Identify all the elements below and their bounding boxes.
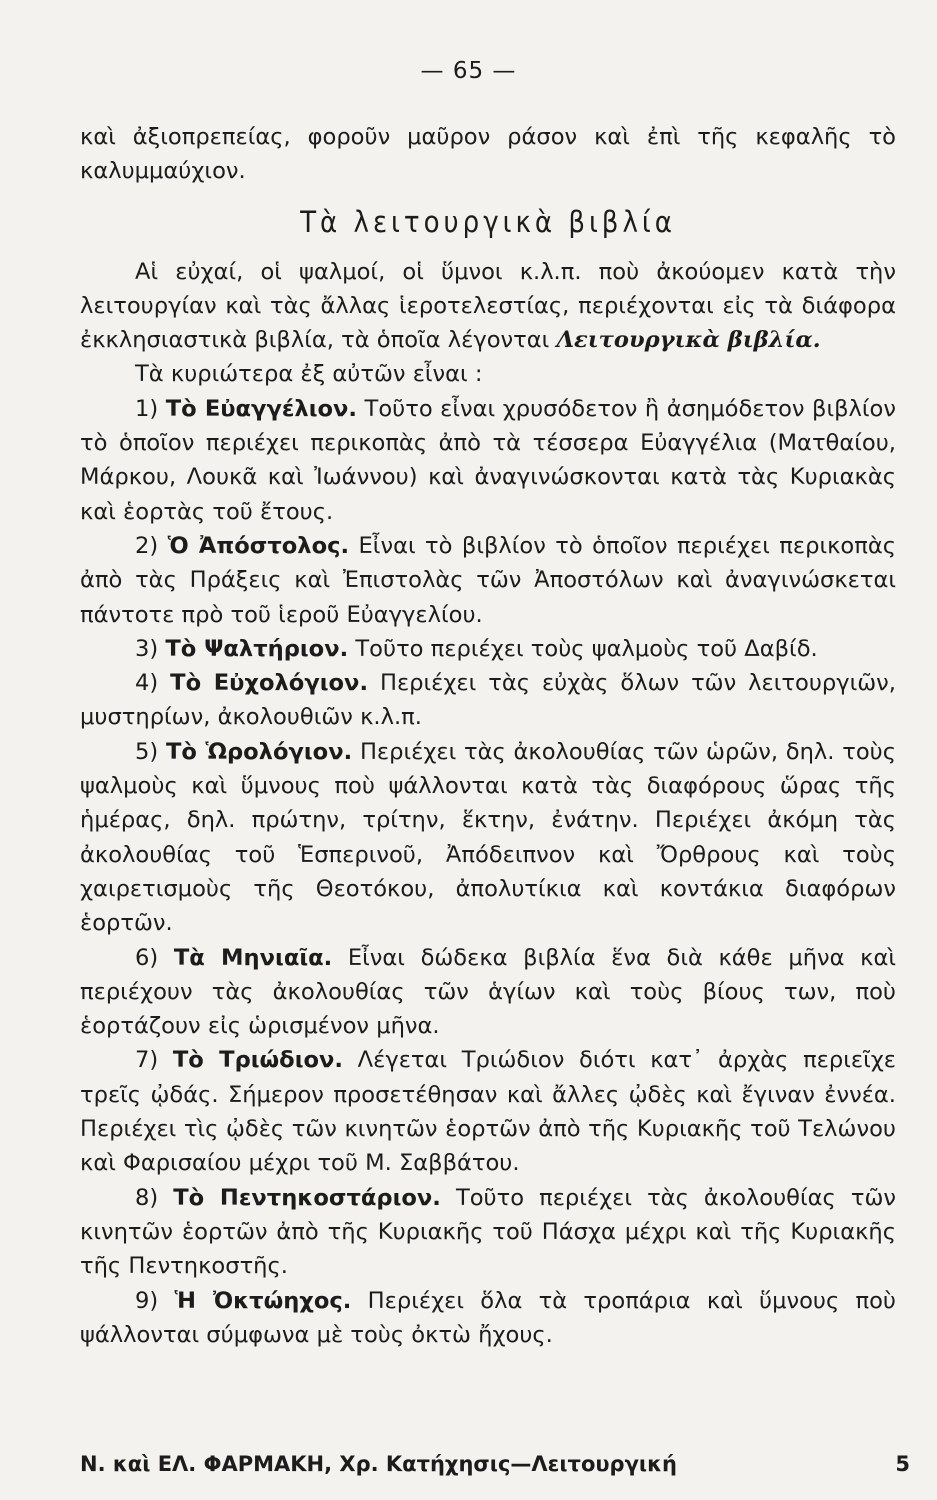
list-item bbox=[80, 666, 896, 735]
item-number: 3) bbox=[135, 635, 159, 662]
item-text: Περιέχει τὰς εὐχὰς ὅλων τῶν λειτουργιῶν, μυστηρίων, ἀκολουθιῶν κ.λ.π. bbox=[80, 670, 896, 731]
paragraph-text: Αἱ εὐχαί, οἱ ψαλμοί, οἱ ὕμνοι κ.λ.π. ποὺ ἀκούομεν κατὰ τὴν λειτουργίαν καὶ τὰς ἄλλας ἱεροτελεστίας, περιέχονται εἰς τὰ διάφορα ἐκκλησιαστικὰ βιβλία, τὰ ὁποῖα λέγονται bbox=[80, 258, 896, 354]
item-number: 7) bbox=[135, 1047, 159, 1074]
item-number: 8) bbox=[135, 1184, 159, 1211]
list-item bbox=[80, 632, 896, 666]
item-text: Εἶναι τὸ βιβλίον τὸ ὁποῖον περιέχει περικοπὰς ἀπὸ τὰς Πράξεις καὶ Ἐπιστολὰς τῶν Ἀποστόλων καὶ ἀναγινώσκεται πάντοτε πρὸ τοῦ ἱεροῦ Εὐαγγελίου. bbox=[80, 532, 896, 628]
list-item bbox=[80, 1043, 896, 1180]
item-number: 1) bbox=[135, 395, 159, 422]
item-term: Ἡ Ὀκτώηχος. bbox=[174, 1287, 352, 1314]
list-item bbox=[80, 1284, 896, 1353]
item-text: Τοῦτο περιέχει τοὺς ψαλμοὺς τοῦ Δαβίδ. bbox=[355, 635, 818, 662]
intro-paragraph: καὶ ἀξιοπρεπείας, φοροῦν μαῦρον ράσον καὶ ἐπὶ τῆς κεφαλῆς τὸ καλυμμαύχιον. bbox=[80, 124, 896, 185]
item-text: Λέγεται Τριώδιον διότι κατ᾽ ἀρχὰς περιεῖχε τρεῖς ᾠδάς. Σήμερον προσετέθησαν καὶ ἄλλες ᾠδὲς καὶ ἔγιναν ἐννέα. Περιέχει τὶς ᾠδὲς τῶν κινητῶν ἑορτῶν ἀπὸ τῆς Κυριακῆς τοῦ Τελώνου καὶ Φαρισαίου μέχρι τοῦ Μ. Σαββάτου. bbox=[80, 1047, 896, 1177]
item-term: Ὁ Ἀπόστολος. bbox=[167, 532, 350, 559]
item-number: 9) bbox=[135, 1287, 159, 1314]
section-heading: Τὰ λειτουργικὰ βιβλία bbox=[300, 204, 676, 239]
item-number: 2) bbox=[135, 532, 159, 559]
footer-author-title: Ν. καὶ ΕΛ. ΦΑΡΜΑΚΗ, Χρ. Κατήχησις—Λειτουργική bbox=[80, 1452, 677, 1476]
list-item bbox=[80, 529, 896, 632]
item-term: Τὸ Εὐαγγέλιον. bbox=[165, 395, 358, 422]
footer-signature-number: 5 bbox=[895, 1452, 910, 1476]
item-text: Τοῦτο περιέχει τὰς ἀκολουθίας τῶν κινητῶν ἑορτῶν ἀπὸ τῆς Κυριακῆς τοῦ Πάσχα μέχρι καὶ τῆς Κυριακῆς τῆς Πεντηκοστῆς. bbox=[80, 1184, 896, 1280]
list-item bbox=[80, 941, 896, 1044]
paragraph-liturgical-books bbox=[80, 255, 896, 358]
item-term: Τὸ Ψαλτήριον. bbox=[165, 635, 349, 662]
item-text: Περιέχει τὰς ἀκολουθίας τῶν ὡρῶν, δηλ. τοὺς ψαλμοὺς καὶ ὕμνους ποὺ ψάλλονται κατὰ τὰς διαφόρους ὥρας τῆς ἡμέρας, δηλ. πρώτην, τρίτην, ἕκτην, ἐνάτην. Περιέχει ἀκόμη τὰς ἀκολουθίας τοῦ Ἑσπερινοῦ, Ἀπόδειπνον καὶ Ὄρθρους καὶ τοὺς χαιρετισμοὺς τῆς Θεοτόκου, ἀπολυτίκια καὶ κοντάκια διαφόρων ἑορτῶν. bbox=[80, 738, 896, 937]
paragraph-main-books: Τὰ κυριώτερα ἐξ αὐτῶν εἶναι : bbox=[135, 361, 483, 388]
list-item bbox=[80, 392, 896, 529]
page-body bbox=[80, 120, 896, 1352]
item-number: 5) bbox=[135, 738, 159, 765]
item-text: Περιέχει ὅλα τὰ τροπάρια καὶ ὕμνους ποὺ ψάλλονται σύμφωνα μὲ τοὺς ὀκτὼ ἤχους. bbox=[80, 1287, 897, 1348]
italic-term: Λειτουργικὰ βιβλία. bbox=[556, 327, 821, 354]
item-term: Τὸ Εὐχολόγιον. bbox=[170, 670, 369, 697]
item-text: Τοῦτο εἶναι χρυσόδετον ἢ ἀσημόδετον βιβλίον τὸ ὁποῖον περιέχει περικοπὰς ἀπὸ τὰ τέσσερα Εὐαγγέλια (Ματθαίου, Μάρκου, Λουκᾶ καὶ Ἰωάννου) καὶ ἀναγινώσκονται κατὰ τὰς Κυριακὰς καὶ ἑορτὰς τοῦ ἔτους. bbox=[80, 395, 896, 525]
page-number: — 65 — bbox=[420, 58, 517, 84]
list-item bbox=[80, 1181, 896, 1284]
item-term: Τὸ Ὡρολόγιον. bbox=[165, 738, 353, 765]
item-term: Τὸ Πεντηκοστάριον. bbox=[173, 1184, 441, 1211]
item-term: Τὰ Μηνιαῖα. bbox=[173, 944, 333, 971]
item-number: 4) bbox=[135, 670, 159, 697]
list-item bbox=[80, 735, 896, 941]
item-number: 6) bbox=[135, 944, 159, 971]
item-text: Εἶναι δώδεκα βιβλία ἕνα διὰ κάθε μῆνα καὶ περιέχουν τὰς ἀκολουθίας τῶν ἁγίων καὶ τοὺς βίους των, ποὺ ἑορτάζουν εἰς ὡρισμένον μῆνα. bbox=[80, 944, 897, 1040]
item-term: Τὸ Τριώδιον. bbox=[172, 1047, 343, 1074]
